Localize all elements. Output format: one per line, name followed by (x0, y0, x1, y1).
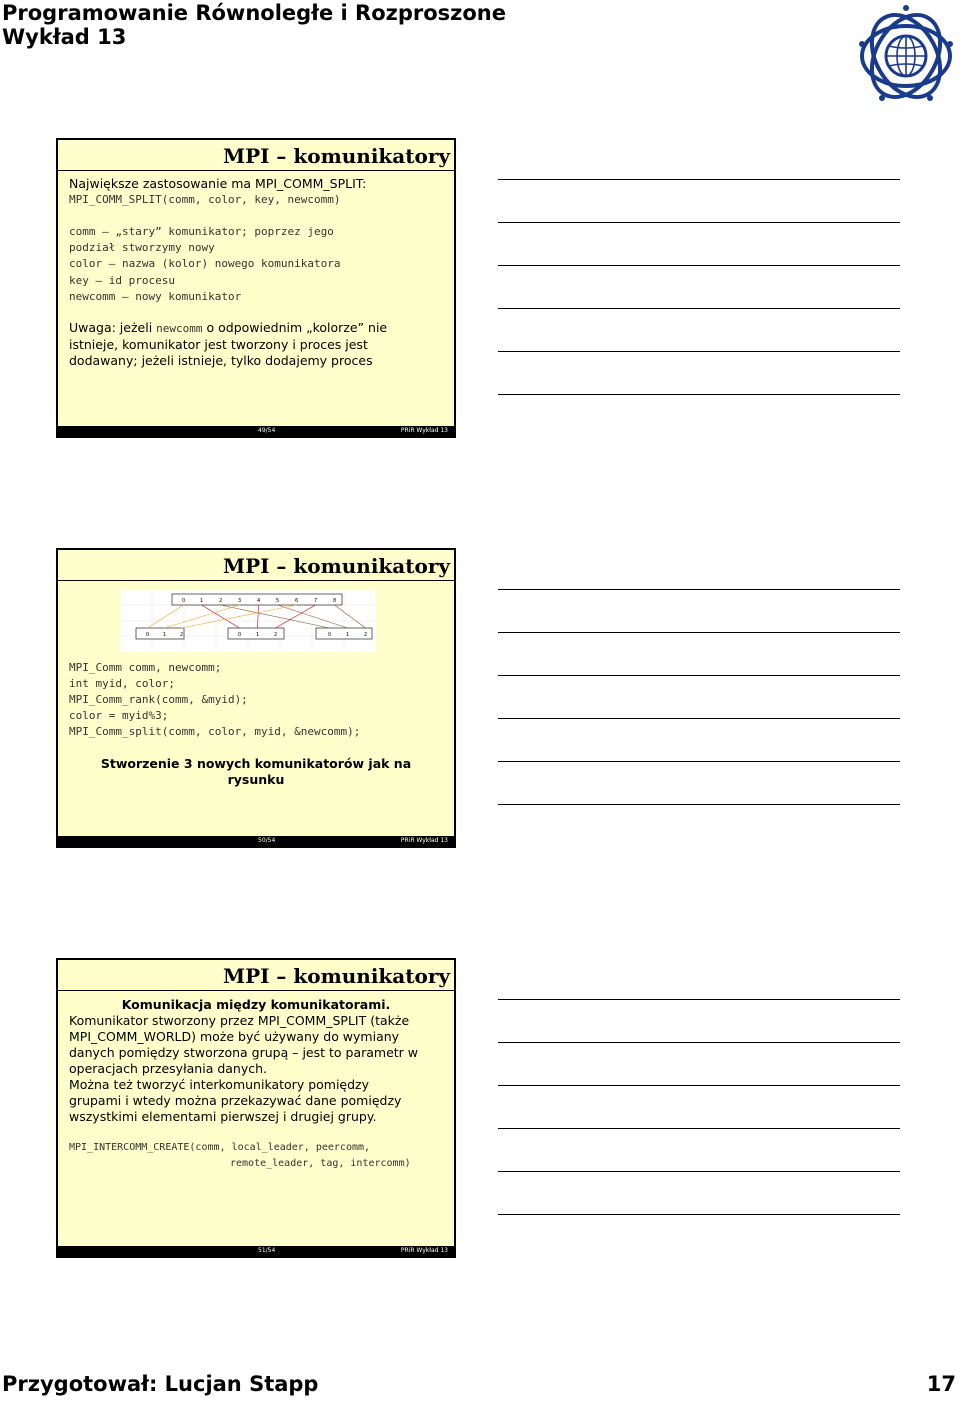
diagram-bottom-rank: 1 (346, 632, 350, 638)
slide-title: MPI – komunikatory (222, 144, 450, 168)
diagram-bottom-rank: 2 (180, 632, 184, 638)
note-prefix: Uwaga: jeżeli (69, 320, 157, 335)
diagram-top-rank: 7 (314, 598, 318, 604)
slide-page-number: 49/54 (258, 427, 276, 434)
note-code: newcomm (156, 322, 203, 335)
diagram-top-rank: 6 (295, 598, 299, 604)
title-divider (58, 580, 454, 581)
body-line: MPI_COMM_WORLD) może być używany do wymiany (69, 1029, 400, 1044)
code-line: remote_leader, tag, intercomm) (230, 1158, 411, 1169)
note-suffix: o odpowiednim „kolorze” nie (202, 320, 388, 335)
title-divider (58, 990, 454, 991)
slide-footer-label: PRiR Wykład 13 (400, 1247, 448, 1254)
section-heading: Komunikacja między komunikatorami. (121, 997, 391, 1012)
slide-51 (56, 958, 456, 1258)
slide-footer-label: PRiR Wykład 13 (400, 837, 448, 844)
slide-title: MPI – komunikatory (222, 964, 450, 988)
code-line: MPI_INTERCOMM_CREATE(comm, local_leader, peercomm, (69, 1142, 371, 1153)
slide-footer-bar (58, 426, 454, 436)
slide-50 (56, 548, 456, 848)
diagram-top-rank: 4 (257, 598, 261, 604)
body-line: wszystkimi elementami pierwszej i drugiej grupy. (69, 1109, 377, 1124)
diagram-caption: Stworzenie 3 nowych komunikatorów jak na (100, 756, 412, 771)
body-line: operacjach przesyłania danych. (69, 1061, 268, 1076)
document-subtitle: Wykład 13 (2, 25, 127, 49)
note-line: dodawany; jeżeli istnieje, tylko dodajemy proces (69, 353, 373, 368)
note-line (69, 320, 387, 337)
notes-lines (498, 999, 900, 1257)
slide-intro: Największe zastosowanie ma MPI_COMM_SPLIT: (69, 176, 367, 191)
diagram-caption: rysunku (227, 772, 285, 787)
code-line: int myid, color; (69, 677, 175, 690)
diagram-bottom-rank: 1 (256, 632, 260, 638)
communicator-split-diagram (120, 590, 376, 652)
notes-lines (498, 589, 900, 847)
body-line: danych pomiędzy stworzona grupą – jest to parametr w (69, 1045, 419, 1060)
param-line: newcomm – nowy komunikator (69, 290, 242, 303)
diagram-top-rank: 5 (276, 598, 280, 604)
slide-49 (56, 138, 456, 438)
diagram-bottom-rank: 2 (274, 632, 278, 638)
slide-page-number: 50/54 (258, 837, 276, 844)
diagram-top-rank: 1 (200, 598, 204, 604)
note-line: istnieje, komunikator jest tworzony i proces jest (69, 337, 368, 352)
title-divider (58, 170, 454, 171)
code-line: MPI_Comm_rank(comm, &myid); (69, 693, 248, 706)
slide-footer-bar (58, 836, 454, 846)
body-line: Można też tworzyć interkomunikatory pomiędzy (69, 1077, 370, 1092)
slide-footer-label: PRiR Wykład 13 (400, 427, 448, 434)
code-line: MPI_Comm_split(comm, color, myid, &newcomm); (69, 725, 361, 738)
slide-title: MPI – komunikatory (222, 554, 450, 578)
slide-footer-bar (58, 1246, 454, 1256)
code-line: MPI_Comm comm, newcomm; (69, 661, 222, 674)
diagram-bottom-rank: 0 (328, 632, 332, 638)
university-logo-icon (852, 4, 960, 108)
param-line: color – nazwa (kolor) nowego komunikatora (69, 257, 341, 270)
diagram-bottom-rank: 2 (364, 632, 368, 638)
author-footer: Przygotował: Lucjan Stapp (2, 1372, 319, 1396)
diagram-bottom-rank: 0 (238, 632, 242, 638)
page-number: 17 (926, 1372, 956, 1396)
param-line: comm – „stary” komunikator; poprzez jego (69, 225, 334, 238)
param-line: key – id procesu (69, 274, 175, 287)
function-signature: MPI_COMM_SPLIT(comm, color, key, newcomm) (69, 193, 341, 206)
body-line: grupami i wtedy można przekazywać dane pomiędzy (69, 1093, 402, 1108)
slide-page-number: 51/54 (258, 1247, 276, 1254)
code-line: color = myid%3; (69, 709, 169, 722)
param-line: podział stworzymy nowy (69, 241, 215, 254)
diagram-top-rank: 3 (238, 598, 242, 604)
diagram-top-rank: 2 (219, 598, 223, 604)
diagram-top-rank: 0 (182, 598, 186, 604)
body-line: Komunikator stworzony przez MPI_COMM_SPLIT (także (69, 1013, 410, 1028)
diagram-bottom-rank: 0 (146, 632, 150, 638)
document-title: Programowanie Równoległe i Rozproszone (2, 1, 506, 25)
notes-lines (498, 179, 900, 437)
diagram-top-rank: 8 (333, 598, 337, 604)
diagram-bottom-rank: 1 (163, 632, 167, 638)
